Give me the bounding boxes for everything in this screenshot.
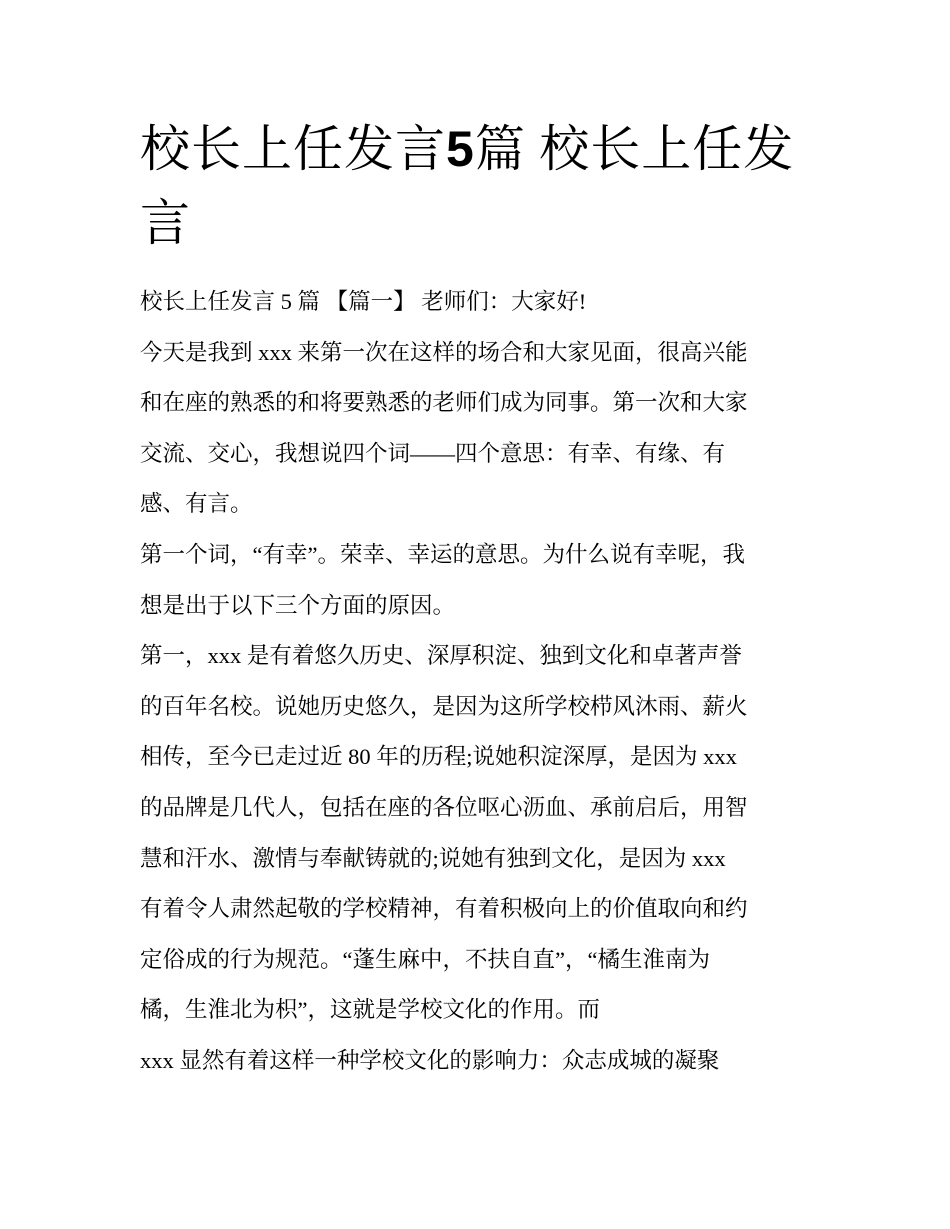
text-line: xxx 显然有着这样一种学校文化的影响力：众志成城的凝聚: [140, 1047, 720, 1073]
text-line: 和在座的熟悉的和将要熟悉的老师们成为同事。第一次和大家: [140, 390, 748, 416]
document-title: [140, 112, 820, 260]
text-line: 橘，生淮北为枳”，这就是学校文化的作用。而: [140, 997, 600, 1023]
text-line: 校长上任发言 5 篇 【篇一】 老师们：大家好!: [140, 289, 587, 314]
document-body: [140, 280, 830, 1090]
text-line: 交流、交心，我想说四个词——四个意思：有幸、有缘、有: [140, 440, 726, 466]
text-line: 有着令人肃然起敬的学校精神，有着积极向上的价值取向和约: [140, 896, 748, 922]
text-line: 相传，至今已走过近 80 年的历程;说她积淀深厚，是因为 xxx: [140, 744, 737, 770]
text-line: 的百年名校。说她历史悠久，是因为这所学校栉风沐雨、薪火: [140, 693, 748, 719]
text-line: 第一个词，“有幸”。荣幸、幸运的意思。为什么说有幸呢，我: [140, 541, 745, 567]
text-line: 定俗成的行为规范。“蓬生麻中，不扶自直”，“橘生淮南为: [140, 946, 710, 972]
text-line: 感、有言。: [140, 491, 253, 517]
text-line: 的品牌是几代人，包括在座的各位呕心沥血、承前启后，用智: [140, 794, 748, 820]
text-line: 第一，xxx 是有着悠久历史、深厚积淀、独到文化和卓著声誉: [140, 643, 742, 669]
title-text-part-2: 篇 校长上任发: [474, 121, 795, 177]
text-line: 今天是我到 xxx 来第一次在这样的场合和大家见面，很高兴能: [140, 339, 748, 365]
title-line-2: [140, 186, 820, 260]
text-line: 想是出于以下三个方面的原因。: [140, 592, 456, 618]
title-text-part-3: 言: [140, 195, 191, 251]
title-text-part-1: 校长上任发言: [140, 121, 446, 177]
text-line: 慧和汗水、激情与奉献铸就的;说她有独到文化，是因为 xxx: [140, 845, 726, 871]
title-line-1: [140, 112, 820, 186]
title-number: 5: [446, 121, 475, 177]
